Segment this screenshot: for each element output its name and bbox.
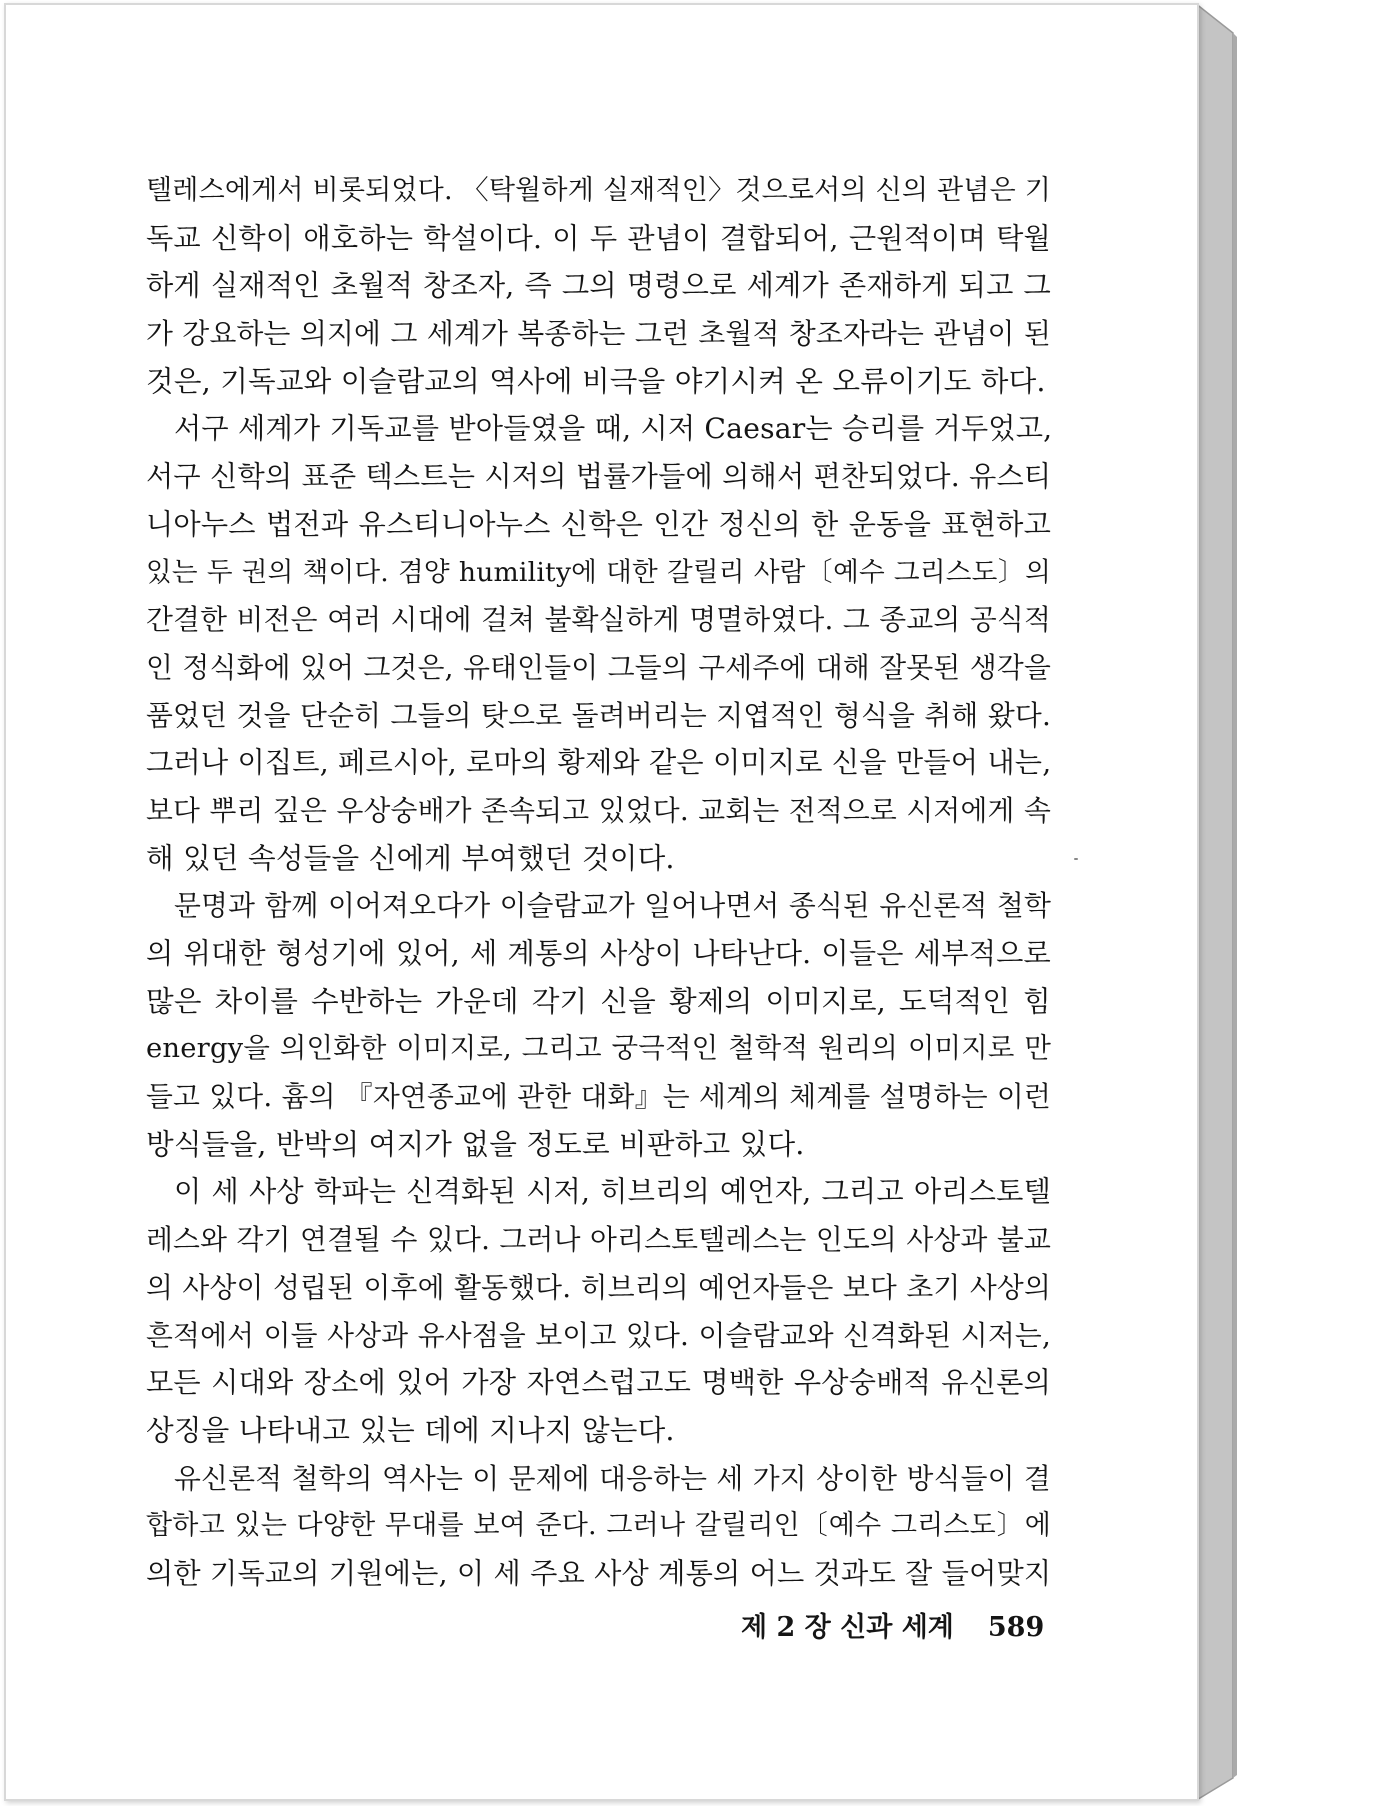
page-number: 589 [987,1612,1045,1643]
text-line: 독교 신학이 애호하는 학설이다. 이 두 관념이 결합되어, 근원적이며 탁월 [146,221,1051,255]
text-line: 보다 뿌리 깊은 우상숭배가 존속되고 있었다. 교회는 전적으로 시저에게 속 [146,793,1051,827]
text-line: 의 위대한 형성기에 있어, 세 계통의 사상이 나타난다. 이들은 세부적으로 [146,937,1051,970]
text-line: 많은 차이를 수반하는 가운데 각기 신을 황제의 이미지로, 도덕적인 힘 [146,983,1051,1018]
text-line: 인 정식화에 있어 그것은, 유태인들이 그들의 구세주에 대해 잘못된 생각을 [146,650,1051,684]
text-line: 레스와 각기 연결될 수 있다. 그러나 아리스토텔레스는 인도의 사상과 불교 [146,1223,1051,1257]
text-line: 하게 실재적인 초월적 창조자, 즉 그의 명령으로 세계가 존재하게 되고 그 [146,269,1051,303]
scan-speck [1074,858,1078,860]
text-line: 품었던 것을 단순히 그들의 탓으로 돌려버리는 지엽적인 형식을 취해 왔다. [146,698,1051,732]
text-line: 것은, 기독교와 이슬람교의 역사에 비극을 야기시켜 온 오류이기도 하다. [146,363,1046,398]
text-line: 서구 신학의 표준 텍스트는 시저의 법률가들에 의해서 편찬되었다. 유스티 [146,460,1052,494]
text-line: 모든 시대와 장소에 있어 가장 자연스럽고도 명백한 우상숭배적 유신론의 [146,1366,1051,1400]
text-line: 의한 기독교의 기원에는, 이 세 주요 사상 계통의 어느 것과도 잘 들어맞지 [146,1556,1052,1590]
text-line: 방식들을, 반박의 여지가 없을 정도로 비판하고 있다. [146,1126,805,1161]
text-line: 텔레스에게서 비롯되었다. 〈탁월하게 실재적인〉것으로서의 신의 관념은 기 [146,175,1051,206]
text-line: 가 강요하는 의지에 그 세계가 복종하는 그런 초월적 창조자라는 관념이 된 [146,317,1051,351]
book-page-edge [1195,3,1265,1801]
text-line: 그러나 이집트, 페르시아, 로마의 황제와 같은 이미지로 신을 만들어 내는, [146,746,1052,780]
book-page [4,3,1199,1801]
text-line: 합하고 있는 다양한 무대를 보여 준다. 그러나 갈릴리인〔예수 그리스도〕에 [146,1510,1051,1542]
text-line: 있는 두 권의 책이다. 겸양 humility에 대한 갈릴리 사람〔예수 그리스도〕의 [146,556,1051,588]
text-line: 흔적에서 이들 사상과 유사점을 보이고 있다. 이슬람교와 신격화된 시저는, [146,1318,1051,1352]
text-line: 간결한 비전은 여러 시대에 걸쳐 불확실하게 명멸하였다. 그 종교의 공식적 [146,603,1051,637]
body-text [146,167,1051,1598]
text-line: 해 있던 속성들을 신에게 부여했던 것이다. [146,840,675,875]
text-line: 서구 세계가 기독교를 받아들였을 때, 시저 Caesar는 승리를 거두었고, [174,412,1053,446]
text-line: 이 세 사상 학파는 신격화된 시저, 히브리의 예언자, 그리고 아리스토텔 [174,1175,1051,1209]
text-line: 문명과 함께 이어져오다가 이슬람교가 일어나면서 종식된 유신론적 철학 [174,889,1051,923]
text-line: 상징을 나타내고 있는 데에 지나지 않는다. [146,1412,675,1447]
text-line: 유신론적 철학의 역사는 이 문제에 대응하는 세 가지 상이한 방식들이 결 [174,1461,1051,1495]
text-line: energy을 의인화한 이미지로, 그리고 궁극적인 철학적 원리의 이미지로 만 [146,1033,1051,1065]
text-line: 의 사상이 성립된 이후에 활동했다. 히브리의 예언자들은 보다 초기 사상의 [146,1270,1051,1304]
text-line: 들고 있다. 흄의 『자연종교에 관한 대화』는 세계의 체계를 설명하는 이런 [146,1080,1051,1114]
text-line: 니아누스 법전과 유스티니아누스 신학은 인간 정신의 한 운동을 표현하고 [146,507,1051,541]
chapter-title: 제 2 장 신과 세계 [741,1612,954,1643]
page-footer [741,1605,1061,1644]
